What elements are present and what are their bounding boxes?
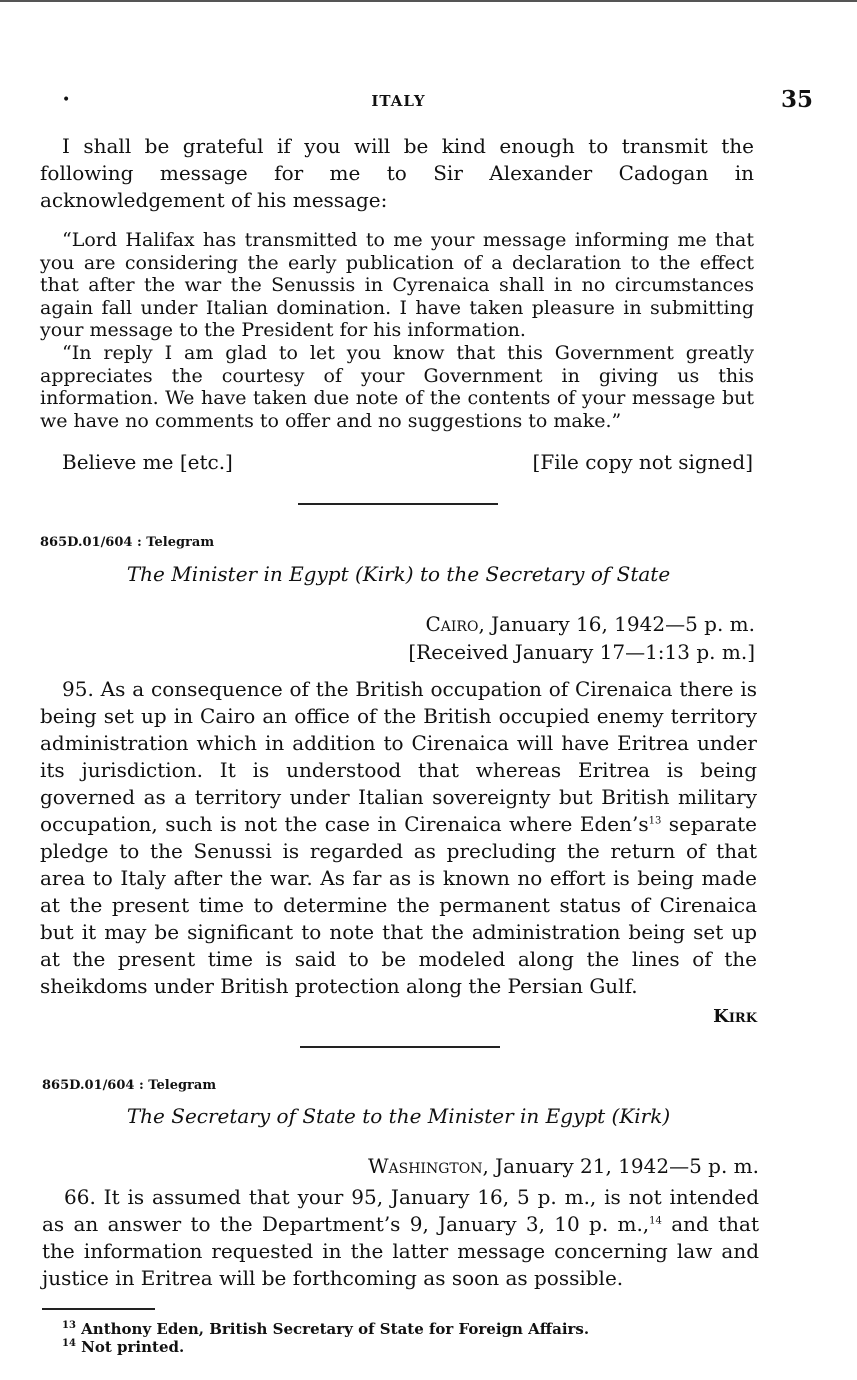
footnote-text: Not printed. <box>81 1338 185 1356</box>
signature: Kirk <box>713 1006 757 1027</box>
running-head <box>40 86 813 118</box>
top-border-rule <box>0 0 857 2</box>
footnote <box>62 1338 184 1356</box>
intro-paragraph: I shall be grateful if you will be kind enough to transmit the following message for me to Sir Alexander Cadogan in acknowledgement of his message: <box>40 134 754 212</box>
file-copy-note: [File copy not signed] <box>532 450 753 474</box>
page-number: 35 <box>780 86 813 113</box>
dateline-place: Cairo <box>425 612 479 636</box>
footnote-reference: 13 <box>648 815 662 827</box>
document-title: The Minister in Egypt (Kirk) to the Secretary of State <box>126 562 671 586</box>
quoted-message-paragraph-2: “In reply I am glad to let you know that this Government greatly appreciates the courtesy of your Government in giving us this information. We have taken due note of the contents of your message but we have no comments to offer and no suggestions to make.” <box>40 342 754 432</box>
dateline <box>368 1154 759 1178</box>
footnote-reference: 14 <box>649 1215 662 1227</box>
footnote-number: 13 <box>62 1320 76 1331</box>
telegram-body <box>40 676 757 1000</box>
running-head-title: ITALY <box>371 92 426 110</box>
section-divider <box>300 1046 500 1048</box>
footnote-text: Anthony Eden, British Secretary of State for Foreign Affairs. <box>81 1320 590 1338</box>
section-divider <box>298 503 498 505</box>
document-id: 865D.01/604 : Telegram <box>42 1078 217 1093</box>
dateline-date: , January 21, 1942—5 p. m. <box>482 1154 759 1178</box>
telegram-body-text-continued: and that the information requested in the latter message concerning law and justice in Eritrea will be forthcoming as soon as possible. <box>42 1212 759 1290</box>
footnote <box>62 1320 589 1338</box>
running-head-dot: • <box>62 92 71 108</box>
footnote-rule <box>42 1308 155 1310</box>
quoted-message-paragraph-1: “Lord Halifax has transmitted to me your message informing me that you are considering the early publication of a declaration to the effect that after the war the Senussis in Cyrenaica shall in no circumstances again fall under Italian domination. I have taken pleasure in submitting your message to the President for his information. <box>40 229 754 341</box>
closing-line <box>62 450 753 474</box>
dateline <box>425 612 755 636</box>
footnote-number: 14 <box>62 1338 76 1349</box>
received-note: [Received January 17—1:13 p. m.] <box>408 640 755 664</box>
dateline-place: Washington <box>367 1154 483 1178</box>
telegram-body-text: 66. It is assumed that your 95, January 16, 5 p. m., is not intended as an answer to the Department’s 9, January 3, 10 p. m., <box>42 1185 759 1236</box>
telegram-body-text: 95. As a consequence of the British occupation of Cirenaica there is being set up in Cairo an office of the British occupied enemy territory administration which in addition to Cirenaica will have Eritrea under its jurisdiction. It is understood that whereas Eritrea is being governed as a territory under Italian sovereignty but British military occupation, such is not the case in Cirenaica where Eden’s <box>40 677 757 836</box>
telegram-body <box>42 1184 759 1292</box>
telegram-body-text-continued: separate pledge to the Senussi is regarded as precluding the return of that area to Italy after the war. As far as is known no effort is being made at the present time to determine the permanent status of Cirenaica but it may be significant to note that the administration being set up at the present time is said to be modeled along the lines of the sheikdoms under British protection along the Persian Gulf. <box>40 812 757 998</box>
complimentary-close: Believe me [etc.] <box>62 450 233 474</box>
document-title: The Secretary of State to the Minister in Egypt (Kirk) <box>126 1104 671 1128</box>
dateline-date: , January 16, 1942—5 p. m. <box>478 612 755 636</box>
document-id: 865D.01/604 : Telegram <box>40 535 215 550</box>
